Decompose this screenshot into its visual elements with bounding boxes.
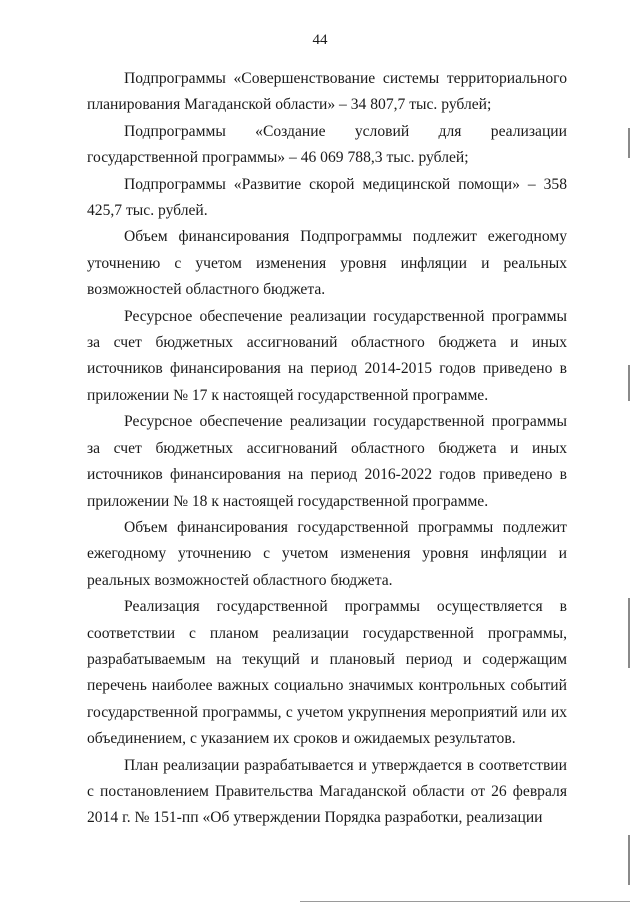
paragraph-resources-2016-2022: Ресурсное обеспечение реализации государственной программы за счет бюджетных ассигнований областного бюджета и иных источников финансирования на период 2016-2022 годов приведено в приложении № 18 к настоящей государственной программе. (87, 413, 567, 510)
scan-bottom-line (300, 901, 630, 902)
paragraph-subprogram-territorial-planning: Подпрограммы «Совершенствование системы территориального планирования Магаданской области» – 34 807,7 тыс. рублей; (87, 70, 567, 114)
paragraph-subprogram-emergency-care: Подпрограммы «Развитие скорой медицинской помощи» – 358 425,7 тыс. рублей. (87, 175, 567, 220)
scan-mark (628, 835, 630, 885)
scan-mark (628, 365, 630, 401)
paragraph-plan-approval: План реализации разрабатывается и утверждается в соответствии с постановлением Правительства Магаданской области от 26 февраля 2014 г. № 151-пп «Об утверждении Порядка разработки, реализации (87, 756, 567, 827)
scan-mark (628, 128, 630, 158)
page-number: 44 (312, 32, 328, 48)
paragraph-resources-2014-2015: Ресурсное обеспечение реализации государственной программы за счет бюджетных ассигнований областного бюджета и иных источников финансирования на период 2014-2015 годов приведено в приложении № 17 к настоящей государственной программе. (87, 307, 567, 404)
paragraph-program-funding-adjustment: Объем финансирования государственной программы подлежит ежегодному уточнению с учетом изменения уровня инфляции и реальных возможностей областного бюджета. (87, 518, 567, 589)
paragraph-implementation-plan: Реализация государственной программы осуществляется в соответствии с планом реализации государственной программы, разрабатываемым на текущий и плановый период и содержащим перечень наиболее важных социально значимых контрольных событий государственной программы, с учетом укрупнения мероприятий или их объединением, с указанием их сроков и ожидаемых результатов. (87, 598, 567, 748)
paragraph-subprogram-funding-adjustment: Объем финансирования Подпрограммы подлежит ежегодному уточнению с учетом изменения уровня инфляции и реальных возможностей областного бюджета. (87, 228, 567, 299)
document-body (87, 66, 567, 832)
scan-mark (628, 598, 630, 668)
paragraph-subprogram-conditions: Подпрограммы «Создание условий для реализации государственной программы» – 46 069 788,3 тыс. рублей; (87, 122, 567, 167)
